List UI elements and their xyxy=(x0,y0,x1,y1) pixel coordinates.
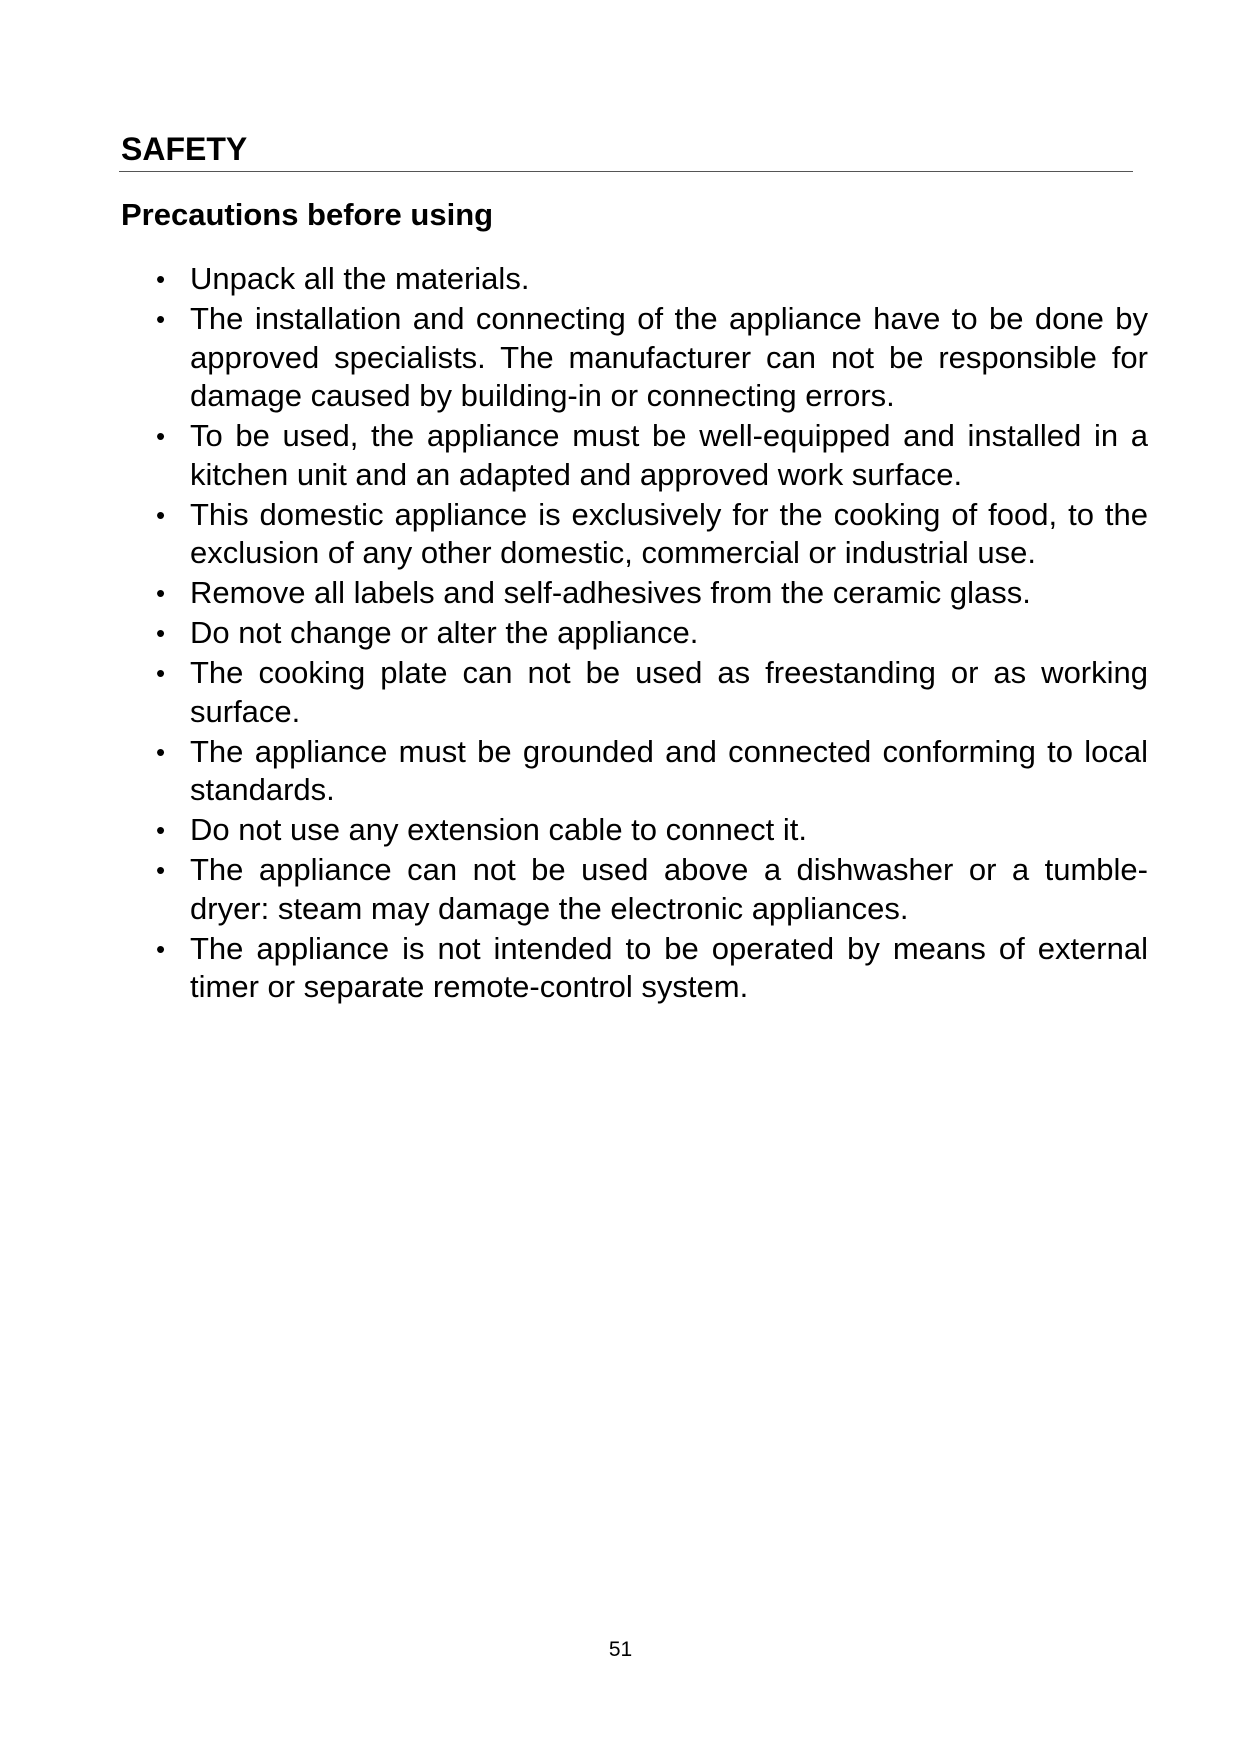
list-item-text: The installation and connecting of the appliance have to be done by approved specialists. The manufacturer can not be responsible for damage caused by building-in or connecting errors. xyxy=(190,301,1148,413)
list-item-text: Do not use any extension cable to connect it. xyxy=(190,812,807,847)
bullet-icon: • xyxy=(156,658,166,688)
bullet-icon: • xyxy=(156,264,166,294)
list-item-text: The appliance is not intended to be operated by means of external timer or separate remote-control system. xyxy=(190,930,1148,1004)
list-item-text: To be used, the appliance must be well-equipped and installed in a kitchen unit and an adapted and approved work surface. xyxy=(190,418,1148,492)
bullet-icon: • xyxy=(156,421,166,451)
section-divider xyxy=(119,171,1133,172)
bullet-icon: • xyxy=(156,855,166,885)
section-title: SAFETY xyxy=(121,131,248,167)
list-item xyxy=(156,654,1148,731)
list-item xyxy=(156,851,1148,928)
bullet-icon: • xyxy=(156,499,166,530)
page-number: 51 xyxy=(608,1638,633,1661)
list-item-text: Unpack all the materials. xyxy=(190,261,530,296)
bullet-icon: • xyxy=(156,815,166,845)
list-item-text: The cooking plate can not be used as freestanding or as working surface. xyxy=(190,655,1148,729)
list-item xyxy=(156,260,1148,299)
bullet-icon: • xyxy=(156,304,166,334)
list-item xyxy=(156,574,1148,613)
list-item-text: Remove all labels and self-adhesives from the ceramic glass. xyxy=(190,575,1031,610)
bullet-icon: • xyxy=(156,736,166,767)
list-item-text: The appliance can not be used above a dishwasher or a tumble-dryer: steam may damage the electronic appliances. xyxy=(190,852,1148,926)
list-item xyxy=(156,811,1148,850)
precautions-list xyxy=(156,260,1148,1008)
bullet-icon: • xyxy=(156,933,166,964)
bullet-icon: • xyxy=(156,618,166,648)
list-item xyxy=(156,614,1148,653)
list-item-text: This domestic appliance is exclusively for the cooking of food, to the exclusion of any other domestic, commercial or industrial use. xyxy=(190,496,1148,570)
list-item xyxy=(156,930,1148,1007)
list-item xyxy=(156,733,1148,810)
subsection-title: Precautions before using xyxy=(121,197,494,232)
list-item xyxy=(156,300,1148,416)
list-item xyxy=(156,417,1148,494)
bullet-icon: • xyxy=(156,578,166,608)
list-item-text: Do not change or alter the appliance. xyxy=(190,615,699,650)
list-item-text: The appliance must be grounded and connected conforming to local standards. xyxy=(190,733,1148,807)
list-item xyxy=(156,496,1148,573)
